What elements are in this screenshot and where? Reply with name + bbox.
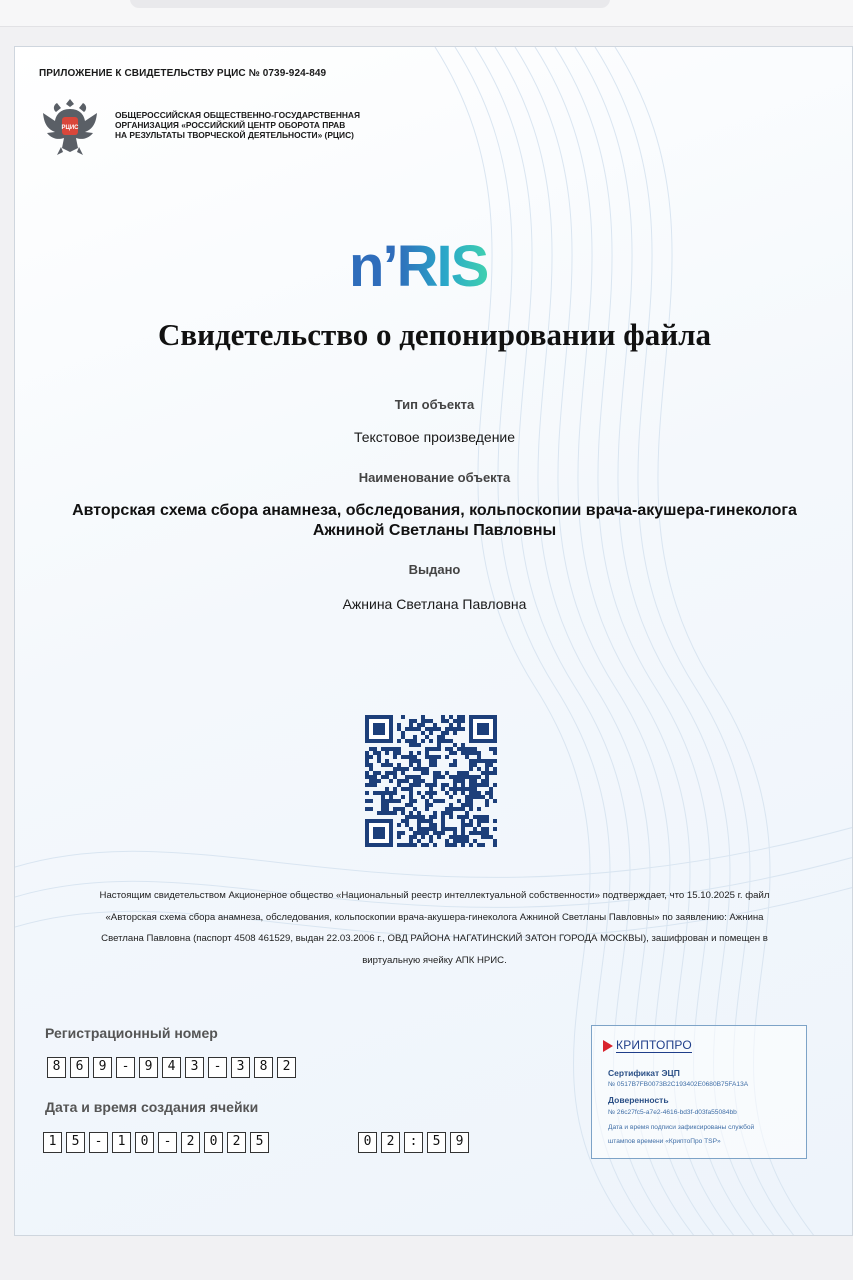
date-char: 1: [43, 1132, 62, 1153]
registration-char: -: [116, 1057, 135, 1078]
date-char: 1: [112, 1132, 131, 1153]
creation-time-boxes: [358, 1132, 469, 1153]
statement-line-2: «Авторская схема сбора анамнеза, обследования, кольпоскопии врача-акушера-гинеколога Ажниной Светланы Павловны» по заявлению: Ажнина: [105, 911, 764, 923]
date-char: 5: [250, 1132, 269, 1153]
object-type-label: Тип объекта: [394, 397, 475, 412]
certificate-sheet: [14, 46, 853, 1236]
date-char: -: [158, 1132, 177, 1153]
time-char: 5: [427, 1132, 446, 1153]
statement-paragraph: [45, 885, 824, 971]
registration-number-label: Регистрационный номер: [45, 1025, 218, 1041]
certificate-title: Свидетельство о депонировании файла: [158, 317, 711, 352]
cryptopro-logo: [602, 1038, 692, 1053]
logo-apostrophe: ’: [382, 234, 397, 299]
org-line-3: НА РЕЗУЛЬТАТЫ ТВОРЧЕСКОЙ ДЕЯТЕЛЬНОСТИ» (РЦИС): [115, 130, 354, 140]
coat-of-arms-icon: [37, 95, 103, 161]
cryptopro-brand: КРИПТОПРО: [616, 1038, 692, 1052]
time-char: 9: [450, 1132, 469, 1153]
time-char: :: [404, 1132, 423, 1153]
emblem-shield-text: РЦИС: [61, 125, 79, 131]
logo-ris: RIS: [396, 234, 488, 299]
registration-char: 3: [185, 1057, 204, 1078]
date-char: 2: [227, 1132, 246, 1153]
time-char: 0: [358, 1132, 377, 1153]
registration-char: 2: [277, 1057, 296, 1078]
statement-line-3: Светлана Павловна (паспорт 4508 461529, выдан 22.03.2006 г., ОВД РАЙОНА НАГАТИНСКИЙ ЗАТОН ГОРОДА МОСКВЫ), зашифрован и помещен в: [101, 933, 768, 944]
registration-char: 8: [254, 1057, 273, 1078]
object-type-value: Текстовое произведение: [353, 429, 516, 445]
issued-to-label: Выдано: [408, 562, 461, 577]
cert-label: Сертификат ЭЦП: [608, 1068, 680, 1078]
trust-label: Доверенность: [608, 1095, 669, 1105]
date-char: 5: [66, 1132, 85, 1153]
nris-logo: [349, 234, 488, 299]
creation-date-boxes: [43, 1132, 269, 1153]
signature-note-1: Дата и время подписи зафиксированы службой: [608, 1124, 755, 1131]
org-line-1: ОБЩЕРОССИЙСКАЯ ОБЩЕСТВЕННО-ГОСУДАРСТВЕННАЯ: [115, 110, 360, 120]
object-name-line-2: Ажниной Светланы Павловны: [312, 522, 557, 539]
qr-code[interactable]: [365, 715, 497, 847]
cryptopro-stamp: [591, 1025, 807, 1159]
cryptopro-arrow-icon: [602, 1039, 614, 1053]
issued-to-value: Ажнина Светлана Павловна: [342, 596, 527, 612]
registration-char: 4: [162, 1057, 181, 1078]
registration-char: -: [208, 1057, 227, 1078]
registration-char: 9: [139, 1057, 158, 1078]
object-name-label: Наименование объекта: [358, 470, 511, 485]
registration-char: 3: [231, 1057, 250, 1078]
date-char: 0: [204, 1132, 223, 1153]
creation-datetime-label: Дата и время создания ячейки: [45, 1099, 259, 1115]
address-bar[interactable]: [130, 0, 610, 8]
statement-line-4: виртуальную ячейку АПК НРИС.: [362, 954, 507, 966]
statement-line-1: Настоящим свидетельством Акционерное общество «Национальный реестр интеллектуальной собственности» подтверждает, что 15.10.2025 г. файл: [99, 890, 770, 901]
date-char: -: [89, 1132, 108, 1153]
registration-number-boxes: [47, 1057, 296, 1078]
signature-note-2: штампов времени «КриптоПро TSP»: [608, 1138, 721, 1145]
trust-number: № 26c27fc5-a7e2-4616-bd3f-d03fa55084bb: [608, 1109, 737, 1116]
org-line-2: ОРГАНИЗАЦИЯ «РОССИЙСКИЙ ЦЕНТР ОБОРОТА ПРАВ: [115, 120, 346, 130]
appendix-header: ПРИЛОЖЕНИЕ К СВИДЕТЕЛЬСТВУ РЦИС № 0739-924-849: [39, 68, 327, 79]
logo-n: n: [349, 234, 383, 299]
date-char: 0: [135, 1132, 154, 1153]
cert-number: № 0517B7FB0073B2C193402E0680B75FA13A: [608, 1081, 749, 1088]
organization-name: [115, 110, 360, 140]
browser-top-bar: [0, 0, 853, 27]
object-name-line-1: Авторская схема сбора анамнеза, обследования, кольпоскопии врача-акушера-гинеколога: [72, 502, 797, 519]
registration-char: 6: [70, 1057, 89, 1078]
date-char: 2: [181, 1132, 200, 1153]
registration-char: 8: [47, 1057, 66, 1078]
time-char: 2: [381, 1132, 400, 1153]
registration-char: 9: [93, 1057, 112, 1078]
